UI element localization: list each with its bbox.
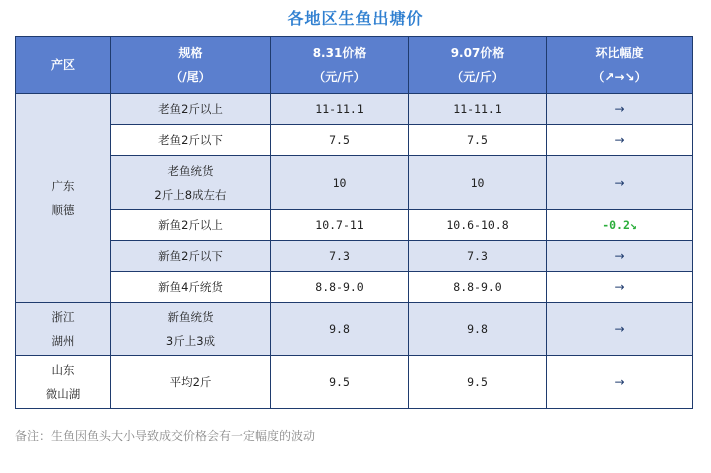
header-price-907-label: 9.07价格 — [450, 46, 505, 60]
price-831-value: 9.5 — [329, 375, 350, 389]
price-831-cell — [271, 303, 409, 356]
price-831-value: 11-11.1 — [315, 102, 364, 116]
price-831-value: 10.7-11 — [315, 218, 364, 232]
price-907-cell — [409, 156, 547, 210]
spec-text: 新鱼统货 — [167, 310, 214, 324]
change-cell — [547, 241, 693, 272]
price-907-value: 9.8 — [467, 322, 488, 336]
price-907-cell — [409, 356, 547, 409]
footnote: 备注：生鱼因鱼头大小导致成交价格会有一定幅度的波动 — [15, 429, 316, 443]
table-header-row — [16, 37, 693, 94]
page-title: 各地区生鱼出塘价 — [287, 9, 424, 28]
down-arrow-icon: -0.2↘ — [602, 218, 637, 232]
price-831-value: 8.8-9.0 — [315, 280, 364, 294]
price-907-value: 8.8-9.0 — [453, 280, 502, 294]
header-change-label: 环比幅度 — [595, 46, 644, 60]
region-name: 浙江 — [51, 310, 75, 324]
header-change — [547, 37, 693, 94]
spec-cell — [111, 210, 271, 241]
change-cell — [547, 156, 693, 210]
spec-cell — [111, 125, 271, 156]
spec-cell — [111, 94, 271, 125]
price-907-value: 10 — [470, 175, 485, 190]
header-region — [16, 37, 111, 94]
region-name: 广东 — [51, 179, 75, 193]
price-831-cell — [271, 210, 409, 241]
header-spec — [111, 37, 271, 94]
spec-text: 老鱼2斤以下 — [158, 133, 223, 147]
flat-arrow-icon: → — [614, 322, 625, 336]
spec-subtext: 2斤上8成左右 — [154, 187, 227, 202]
region-subname: 微山湖 — [45, 387, 81, 401]
price-907-value: 7.5 — [467, 133, 488, 147]
header-change-legend: （↗→↘） — [592, 70, 647, 84]
table-row — [16, 241, 693, 272]
table-row — [16, 303, 693, 356]
price-831-value: 7.5 — [329, 133, 350, 147]
spec-text: 老鱼2斤以上 — [158, 102, 223, 116]
flat-arrow-icon: → — [614, 375, 625, 389]
spec-text: 新鱼2斤以下 — [158, 249, 223, 263]
flat-arrow-icon: → — [614, 175, 625, 190]
header-price-907-unit: （元/斤） — [451, 70, 504, 84]
change-cell — [547, 94, 693, 125]
price-831-cell — [271, 272, 409, 303]
price-907-cell — [409, 241, 547, 272]
price-831-cell — [271, 241, 409, 272]
spec-text: 新鱼2斤以上 — [158, 218, 223, 232]
header-region-label: 产区 — [50, 58, 75, 72]
header-price-831 — [271, 37, 409, 94]
price-907-value: 9.5 — [467, 375, 488, 389]
spec-cell — [111, 241, 271, 272]
price-907-value: 7.3 — [467, 249, 488, 263]
price-907-cell — [409, 303, 547, 356]
spec-subtext: 3斤上3成 — [165, 334, 216, 348]
flat-arrow-icon: → — [614, 249, 625, 263]
region-subname: 顺德 — [51, 203, 75, 217]
table-row — [16, 125, 693, 156]
table-row — [16, 272, 693, 303]
price-831-cell — [271, 125, 409, 156]
price-907-cell — [409, 94, 547, 125]
price-907-cell — [409, 210, 547, 241]
change-cell — [547, 125, 693, 156]
flat-arrow-icon: → — [614, 133, 625, 147]
price-831-value: 9.8 — [329, 322, 350, 336]
region-name: 山东 — [51, 363, 75, 377]
price-table — [15, 36, 693, 409]
price-907-value: 11-11.1 — [453, 102, 502, 116]
spec-cell — [111, 156, 271, 210]
price-831-value: 7.3 — [329, 249, 350, 263]
header-price-831-unit: （元/斤） — [313, 70, 366, 84]
flat-arrow-icon: → — [614, 102, 625, 116]
price-831-cell — [271, 94, 409, 125]
flat-arrow-icon: → — [614, 280, 625, 294]
region-subname: 湖州 — [51, 334, 75, 348]
price-907-cell — [409, 272, 547, 303]
region-cell-zhejiang — [16, 303, 111, 356]
spec-text: 新鱼4斤统货 — [158, 280, 223, 294]
header-spec-unit: （/尾） — [170, 70, 211, 84]
spec-text: 平均2斤 — [169, 375, 212, 389]
spec-cell — [111, 356, 271, 409]
spec-cell — [111, 272, 271, 303]
price-831-value: 10 — [332, 175, 347, 190]
header-price-831-label: 8.31价格 — [312, 46, 367, 60]
change-cell — [547, 356, 693, 409]
price-831-cell — [271, 356, 409, 409]
spec-cell — [111, 303, 271, 356]
price-831-cell — [271, 156, 409, 210]
spec-text: 老鱼统货 — [167, 163, 214, 178]
header-price-907 — [409, 37, 547, 94]
region-cell-shandong — [16, 356, 111, 409]
header-spec-label: 规格 — [178, 46, 203, 60]
price-907-value: 10.6-10.8 — [446, 218, 509, 232]
region-cell-guangdong — [16, 94, 111, 303]
change-cell — [547, 210, 693, 241]
table-row — [16, 356, 693, 409]
change-cell — [547, 303, 693, 356]
table-row — [16, 94, 693, 125]
table-row — [16, 210, 693, 241]
table-row — [16, 156, 693, 210]
change-cell — [547, 272, 693, 303]
price-907-cell — [409, 125, 547, 156]
